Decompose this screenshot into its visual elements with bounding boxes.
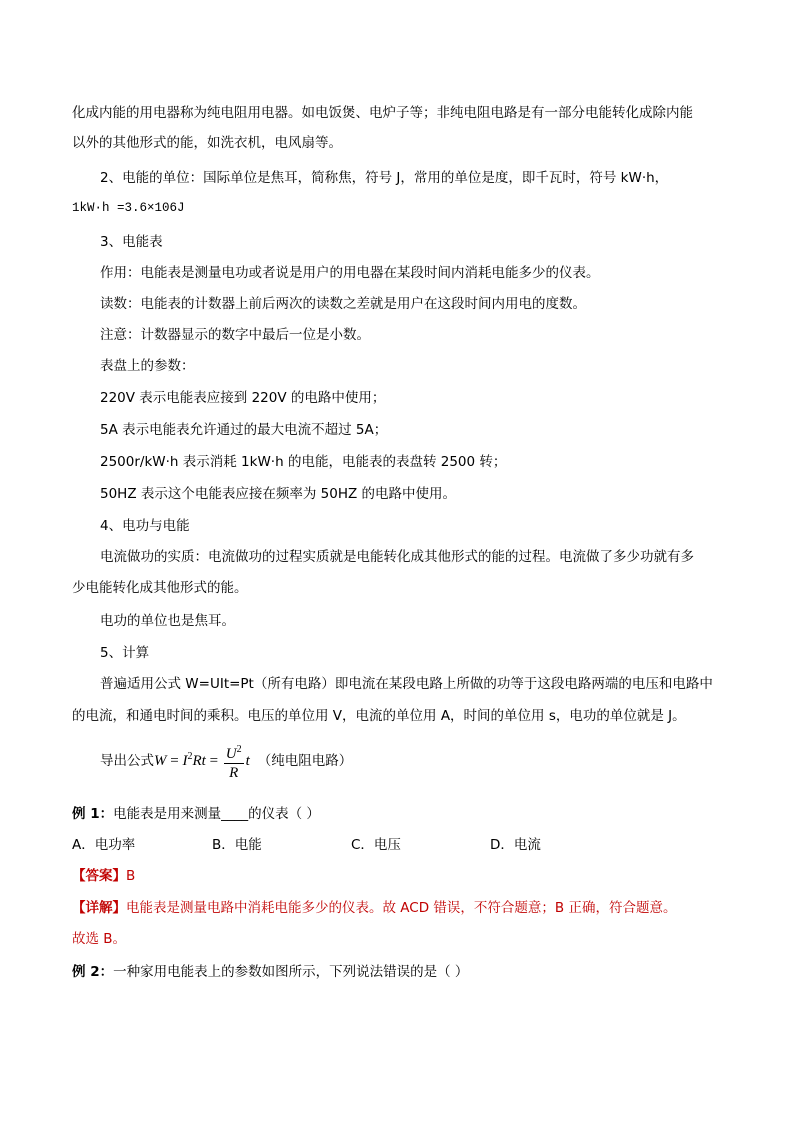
conclusion-line: 故选 B。 [72, 931, 127, 947]
section-heading: 5、计算 [100, 645, 150, 661]
formula-eq: = [205, 752, 222, 769]
paragraph-line: 普遍适用公式 W=UIt=Pt（所有电路）即电流在某段电路上所做的功等于这段电路两端的电压和电路中 [100, 676, 713, 692]
detail-line [72, 898, 676, 918]
example-question-text: 一种家用电能表上的参数如图所示，下列说法错误的是（ ） [113, 964, 469, 980]
answer-value: B [126, 868, 136, 884]
formula-current: I [182, 752, 188, 769]
formula-exponent: 2 [236, 744, 242, 755]
derived-formula [100, 741, 352, 782]
paragraph-line: 50HZ 表示这个电能表应接在频率为 50HZ 的电路中使用。 [100, 486, 457, 502]
formula-exponent: 2 [187, 750, 193, 762]
example-2-question [72, 962, 468, 982]
paragraph-line: 1kW·h =3.6×106J [72, 201, 185, 215]
paragraph-line: 的电流，和通电时间的乘积。电压的单位用 V，电流的单位用 A，时间的单位用 s，电功的单位就是 J。 [72, 708, 686, 724]
paragraph-line: 作用：电能表是测量电功或者说是用户的用电器在某段时间内消耗电能多少的仪表。 [100, 265, 600, 281]
paragraph-line: 表盘上的参数： [100, 358, 195, 374]
formula-suffix: （纯电阻电路） [257, 752, 353, 769]
option-b: B．电能 [212, 837, 262, 853]
option-d: D．电流 [490, 837, 541, 853]
example-1-question [72, 804, 320, 824]
formula-fraction [224, 741, 244, 782]
paragraph-line: 5A 表示电能表允许通过的最大电流不超过 5A； [100, 422, 388, 438]
example-label: 例 2： [72, 964, 114, 980]
paragraph-line: 以外的其他形式的能，如洗衣机，电风扇等。 [72, 135, 342, 151]
paragraph-line: 读数：电能表的计数器上前后两次的读数之差就是用户在这段时间内用电的度数。 [100, 296, 586, 312]
detail-label: 【详解】 [72, 900, 126, 916]
detail-text: 电能表是测量电路中消耗电能多少的仪表。故 ACD 错误，不符合题意；B 正确，符合题意。 [126, 900, 677, 916]
example-label: 例 1： [72, 806, 114, 822]
paragraph-line: 少电能转化成其他形式的能。 [72, 580, 248, 596]
formula-prefix: 导出公式 [100, 752, 154, 769]
paragraph-line: 220V 表示电能表应接到 220V 的电路中使用； [100, 390, 386, 406]
paragraph-line: 电功的单位也是焦耳。 [100, 613, 235, 629]
formula-numerator: U [225, 746, 237, 762]
paragraph-line: 化成内能的用电器称为纯电阻用电器。如电饭煲、电炉子等；非纯电阻电路是有一部分电能转化成除内能 [72, 105, 693, 121]
answer-line [72, 866, 135, 886]
section-heading: 3、电能表 [100, 234, 163, 250]
formula-eq: = [166, 752, 183, 769]
paragraph-line: 电流做功的实质：电流做功的过程实质就是电能转化成其他形式的能的过程。电流做了多少功就有多 [100, 549, 694, 565]
section-heading: 4、电功与电能 [100, 518, 190, 534]
paragraph-line: 注意：计数器显示的数字中最后一位是小数。 [100, 327, 370, 343]
paragraph-line: 2、电能的单位：国际单位是焦耳，简称焦，符号 J，常用的单位是度，即千瓦时，符号 kW·h， [100, 170, 669, 186]
answer-label: 【答案】 [72, 868, 126, 884]
formula-time: t [245, 752, 250, 769]
formula-rt: Rt [192, 752, 206, 769]
paragraph-line: 2500r/kW·h 表示消耗 1kW·h 的电能，电能表的表盘转 2500 转； [100, 454, 507, 470]
option-a: A．电功率 [72, 837, 136, 853]
formula-denominator: R [229, 765, 239, 781]
formula-lhs: W [154, 752, 167, 769]
option-c: C．电压 [351, 837, 401, 853]
example-question-text: 电能表是用来测量____的仪表（ ） [113, 806, 320, 822]
